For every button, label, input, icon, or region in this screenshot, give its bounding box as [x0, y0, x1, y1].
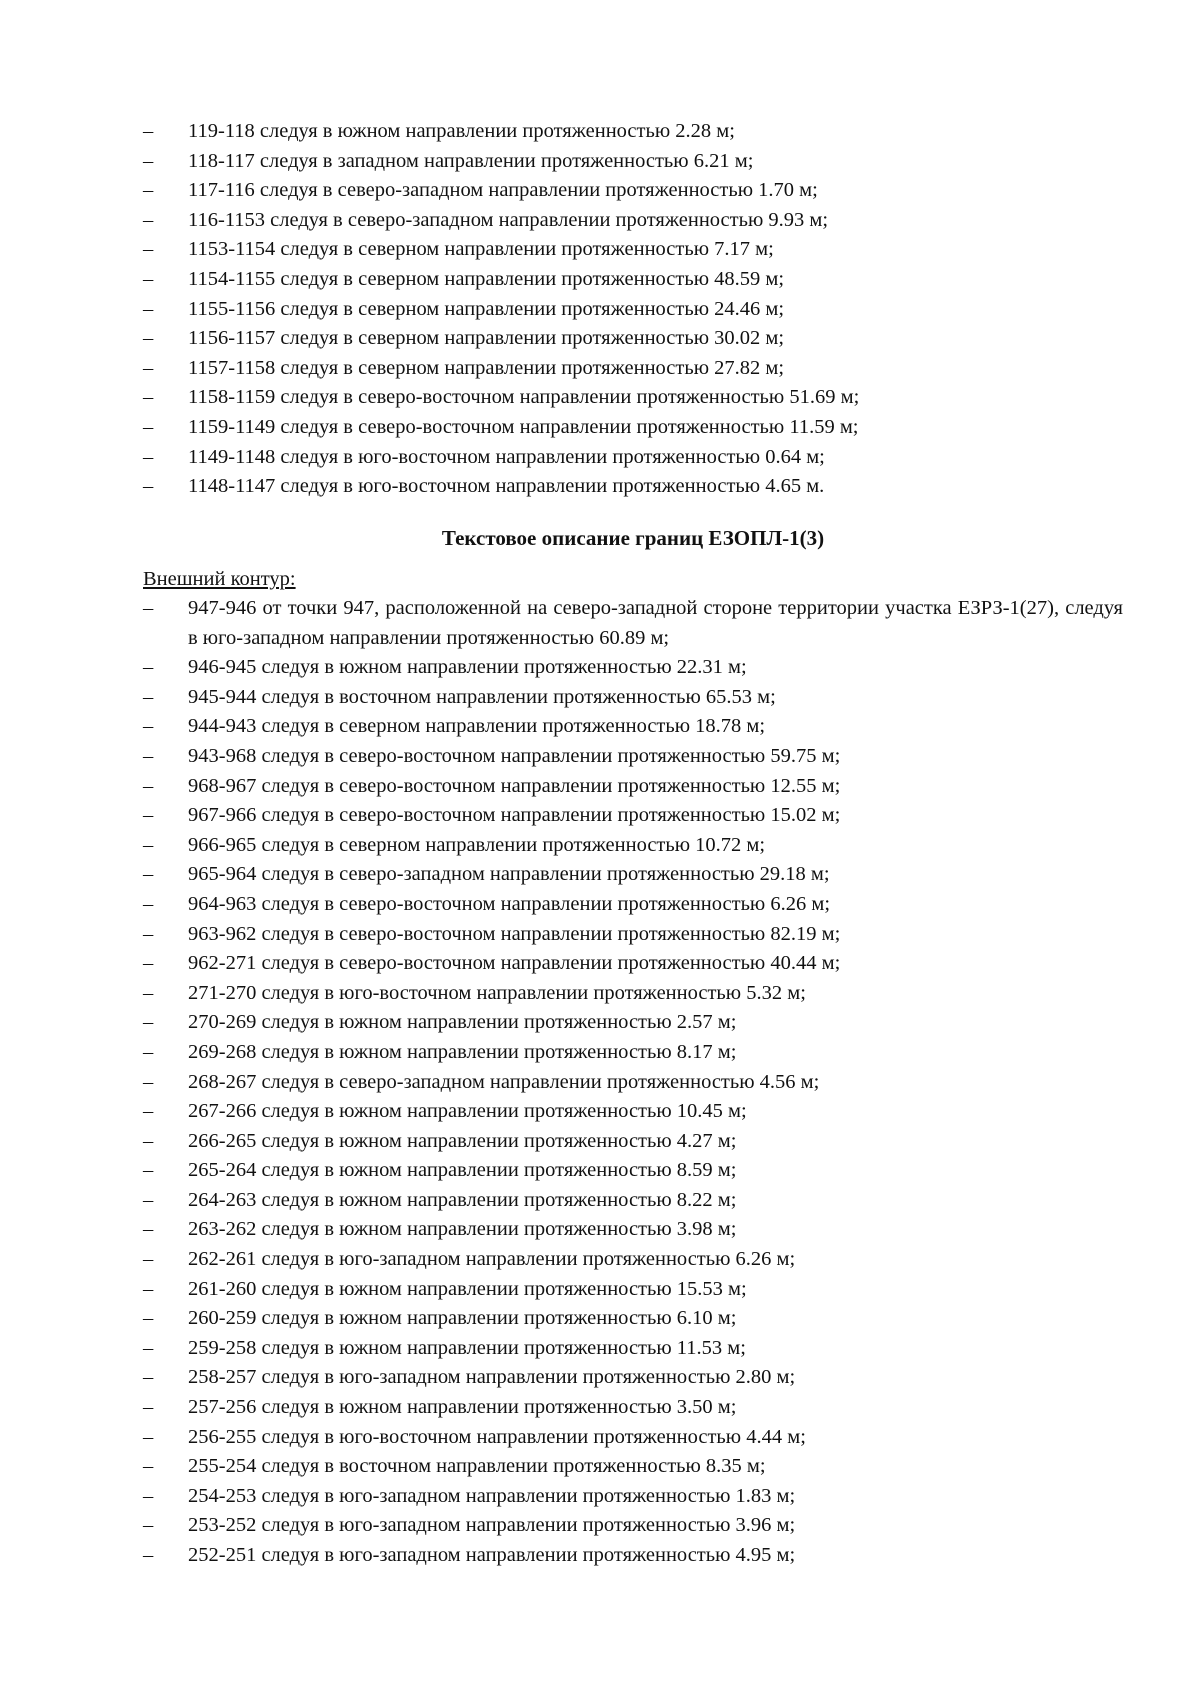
dash-bullet: –: [143, 656, 154, 679]
dash-bullet: –: [143, 149, 154, 172]
dash-bullet: –: [143, 1307, 154, 1330]
boundary-segment-item: [143, 1511, 1123, 1541]
boundary-segment-item: [143, 712, 1123, 742]
outer-contour-label: Внешний контур:: [143, 568, 296, 590]
segment-text: 256-255 следуя в юго-восточном направлении протяженностью 4.44 м;: [188, 1425, 806, 1448]
boundary-segment-item: [143, 1245, 1123, 1275]
dash-bullet: –: [143, 1188, 154, 1211]
boundary-segment-item: [143, 1275, 1123, 1305]
dash-bullet: –: [143, 1129, 154, 1152]
boundary-segment-item: [143, 1068, 1123, 1098]
section-heading: Текстовое описание границ ЕЗОПЛ-1(3): [441, 526, 825, 550]
boundary-segment-item: [143, 443, 1123, 473]
boundary-segment-item: [143, 683, 1123, 713]
segment-text: 1155-1156 следуя в северном направлении протяженностью 24.46 м;: [188, 297, 785, 320]
segment-text: 270-269 следуя в южном направлении протяженностью 2.57 м;: [188, 1011, 737, 1034]
segment-text: 1148-1147 следуя в юго-восточном направлении протяженностью 4.65 м.: [188, 475, 825, 498]
boundary-segment-item: [143, 324, 1123, 354]
dash-bullet: –: [143, 597, 154, 619]
dash-bullet: –: [143, 685, 154, 708]
segment-text: 947-946 от точки 947, расположенной на северо-западной стороне территории участка ЕЗРЗ-1(27), следуя в юго-западном направлении протяженностью 60.89 м;: [188, 597, 1123, 649]
dash-bullet: –: [143, 297, 154, 320]
segment-text: 252-251 следуя в юго-западном направлении протяженностью 4.95 м;: [188, 1544, 796, 1566]
dash-bullet: –: [143, 120, 154, 142]
dash-bullet: –: [143, 804, 154, 827]
segment-text: 264-263 следуя в южном направлении протяженностью 8.22 м;: [188, 1188, 737, 1211]
boundary-segment-item: [143, 117, 1123, 147]
dash-bullet: –: [143, 1011, 154, 1034]
boundary-segment-item: [143, 1393, 1123, 1423]
dash-bullet: –: [143, 1484, 154, 1507]
boundary-segment-item: [143, 1156, 1123, 1186]
segment-text: 257-256 следуя в южном направлении протяженностью 3.50 м;: [188, 1396, 737, 1419]
dash-bullet: –: [143, 1514, 154, 1537]
dash-bullet: –: [143, 1366, 154, 1389]
outer-contour-list: [143, 594, 1123, 1571]
segment-text: 271-270 следуя в юго-восточном направлении протяженностью 5.32 м;: [188, 981, 806, 1004]
dash-bullet: –: [143, 1425, 154, 1448]
dash-bullet: –: [143, 1455, 154, 1478]
segment-text: 268-267 следуя в северо-западном направлении протяженностью 4.56 м;: [188, 1070, 820, 1093]
segment-text: 968-967 следуя в северо-восточном направлении протяженностью 12.55 м;: [188, 774, 841, 797]
segment-text: 258-257 следуя в юго-западном направлении протяженностью 2.80 м;: [188, 1366, 796, 1389]
dash-bullet: –: [143, 1396, 154, 1419]
segment-text: 965-964 следуя в северо-западном направлении протяженностью 29.18 м;: [188, 863, 830, 886]
dash-bullet: –: [143, 208, 154, 231]
boundary-segment-item: [143, 860, 1123, 890]
segment-text: 260-259 следуя в южном направлении протяженностью 6.10 м;: [188, 1307, 737, 1330]
boundary-segment-item: [143, 1304, 1123, 1334]
dash-bullet: –: [143, 744, 154, 767]
segment-text: 1149-1148 следуя в юго-восточном направлении протяженностью 0.64 м;: [188, 445, 825, 468]
segment-text: 1159-1149 следуя в северо-восточном направлении протяженностью 11.59 м;: [188, 415, 859, 438]
boundary-segment-item: [143, 1541, 1123, 1571]
boundary-segment-item: [143, 472, 1123, 502]
segment-text: 1154-1155 следуя в северном направлении протяженностью 48.59 м;: [188, 267, 785, 290]
dash-bullet: –: [143, 833, 154, 856]
segment-text: 255-254 следуя в восточном направлении протяженностью 8.35 м;: [188, 1455, 766, 1478]
dash-bullet: –: [143, 327, 154, 350]
boundary-segment-item: [143, 147, 1123, 177]
dash-bullet: –: [143, 1100, 154, 1123]
boundary-segment-item: [143, 206, 1123, 236]
boundary-segment-item: [143, 1038, 1123, 1068]
boundary-segment-item: [143, 1215, 1123, 1245]
dash-bullet: –: [143, 1336, 154, 1359]
boundary-segment-item: [143, 1008, 1123, 1038]
boundary-segment-item: [143, 1452, 1123, 1482]
boundary-segment-item: [143, 265, 1123, 295]
segment-text: 118-117 следуя в западном направлении протяженностью 6.21 м;: [188, 149, 754, 172]
boundary-segment-item: [143, 742, 1123, 772]
boundary-segment-item: [143, 1423, 1123, 1453]
boundary-segment-item: [143, 354, 1123, 384]
segment-text: 119-118 следуя в южном направлении протяженностью 2.28 м;: [188, 120, 735, 142]
dash-bullet: –: [143, 1277, 154, 1300]
dash-bullet: –: [143, 1544, 154, 1566]
segment-text: 963-962 следуя в северо-восточном направлении протяженностью 82.19 м;: [188, 922, 841, 945]
segment-text: 117-116 следуя в северо-западном направлении протяженностью 1.70 м;: [188, 179, 818, 202]
dash-bullet: –: [143, 981, 154, 1004]
segment-text: 253-252 следуя в юго-западном направлении протяженностью 3.96 м;: [188, 1514, 796, 1537]
segment-text: 1158-1159 следуя в северо-восточном направлении протяженностью 51.69 м;: [188, 386, 860, 409]
segment-text: 944-943 следуя в северном направлении протяженностью 18.78 м;: [188, 715, 766, 738]
boundary-segment-item: [143, 1482, 1123, 1512]
dash-bullet: –: [143, 892, 154, 915]
dash-bullet: –: [143, 415, 154, 438]
segment-text: 1153-1154 следуя в северном направлении протяженностью 7.17 м;: [188, 238, 774, 261]
dash-bullet: –: [143, 238, 154, 261]
dash-bullet: –: [143, 774, 154, 797]
boundary-segment-item: [143, 1334, 1123, 1364]
segment-text: 269-268 следуя в южном направлении протяженностью 8.17 м;: [188, 1040, 737, 1063]
boundary-segment-item: [143, 653, 1123, 683]
segment-text: 254-253 следуя в юго-западном направлении протяженностью 1.83 м;: [188, 1484, 796, 1507]
boundary-segment-item: [143, 413, 1123, 443]
boundary-segment-item: [143, 772, 1123, 802]
segment-text: 966-965 следуя в северном направлении протяженностью 10.72 м;: [188, 833, 766, 856]
dash-bullet: –: [143, 1040, 154, 1063]
segment-text: 945-944 следуя в восточном направлении протяженностью 65.53 м;: [188, 685, 776, 708]
dash-bullet: –: [143, 386, 154, 409]
segment-text: 259-258 следуя в южном направлении протяженностью 11.53 м;: [188, 1336, 746, 1359]
segment-text: 262-261 следуя в юго-западном направлении протяженностью 6.26 м;: [188, 1248, 796, 1271]
boundary-segment-item: [143, 594, 1123, 653]
boundary-segment-item: [143, 235, 1123, 265]
segment-text: 962-271 следуя в северо-восточном направлении протяженностью 40.44 м;: [188, 952, 841, 975]
dash-bullet: –: [143, 1248, 154, 1271]
dash-bullet: –: [143, 863, 154, 886]
dash-bullet: –: [143, 445, 154, 468]
segment-text: 267-266 следуя в южном направлении протяженностью 10.45 м;: [188, 1100, 747, 1123]
dash-bullet: –: [143, 1218, 154, 1241]
dash-bullet: –: [143, 267, 154, 290]
segment-text: 943-968 следуя в северо-восточном направлении протяженностью 59.75 м;: [188, 744, 841, 767]
segment-text: 265-264 следуя в южном направлении протяженностью 8.59 м;: [188, 1159, 737, 1182]
segment-text: 946-945 следуя в южном направлении протяженностью 22.31 м;: [188, 656, 747, 679]
dash-bullet: –: [143, 179, 154, 202]
segment-text: 263-262 следуя в южном направлении протяженностью 3.98 м;: [188, 1218, 737, 1241]
dash-bullet: –: [143, 356, 154, 379]
boundary-segment-item: [143, 949, 1123, 979]
boundary-segment-item: [143, 176, 1123, 206]
dash-bullet: –: [143, 1070, 154, 1093]
boundary-segment-item: [143, 1186, 1123, 1216]
dash-bullet: –: [143, 922, 154, 945]
boundary-segment-item: [143, 295, 1123, 325]
boundary-segment-item: [143, 979, 1123, 1009]
boundary-segment-item: [143, 890, 1123, 920]
dash-bullet: –: [143, 1159, 154, 1182]
boundary-segment-item: [143, 920, 1123, 950]
dash-bullet: –: [143, 952, 154, 975]
dash-bullet: –: [143, 715, 154, 738]
segment-text: 261-260 следуя в южном направлении протяженностью 15.53 м;: [188, 1277, 747, 1300]
boundary-list-continued: [143, 117, 1123, 502]
segment-text: 1156-1157 следуя в северном направлении протяженностью 30.02 м;: [188, 327, 785, 350]
boundary-segment-item: [143, 1127, 1123, 1157]
boundary-segment-item: [143, 801, 1123, 831]
segment-text: 1157-1158 следуя в северном направлении протяженностью 27.82 м;: [188, 356, 785, 379]
segment-text: 266-265 следуя в южном направлении протяженностью 4.27 м;: [188, 1129, 737, 1152]
dash-bullet: –: [143, 475, 154, 498]
boundary-segment-item: [143, 383, 1123, 413]
boundary-segment-item: [143, 1363, 1123, 1393]
segment-text: 964-963 следуя в северо-восточном направлении протяженностью 6.26 м;: [188, 892, 831, 915]
boundary-segment-item: [143, 1097, 1123, 1127]
segment-text: 116-1153 следуя в северо-западном направлении протяженностью 9.93 м;: [188, 208, 829, 231]
boundary-segment-item: [143, 831, 1123, 861]
segment-text: 967-966 следуя в северо-восточном направлении протяженностью 15.02 м;: [188, 804, 841, 827]
